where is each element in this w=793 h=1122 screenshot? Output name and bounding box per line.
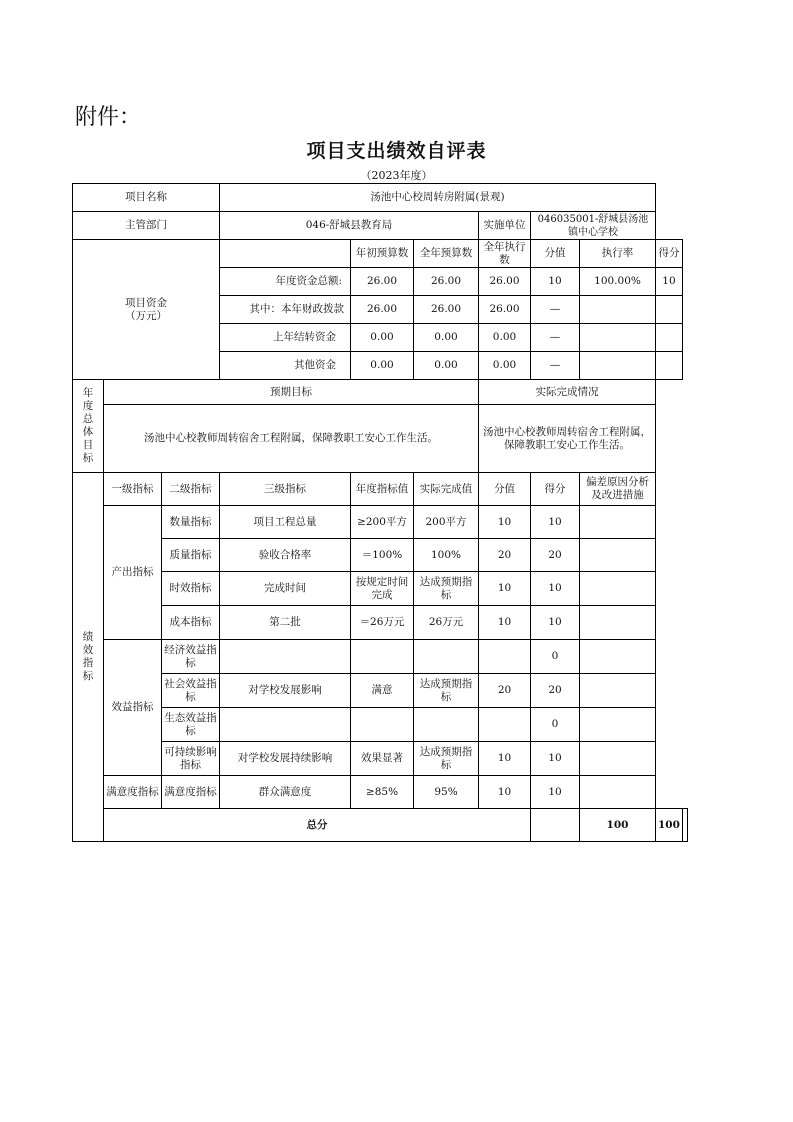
project-name-row: [73, 184, 688, 212]
perf-row: [73, 606, 688, 640]
funds-header-points: 分值: [531, 240, 580, 268]
perf-level2: 经济效益指标: [162, 640, 220, 674]
funds-header-executed: 全年执行数: [479, 240, 531, 268]
total-label: 总分: [104, 809, 531, 842]
total-row: [73, 809, 688, 842]
perf-level3: 对学校发展影响: [220, 674, 351, 708]
perf-target: ≥200平方: [351, 506, 414, 539]
perf-level3: 对学校发展持续影响: [220, 742, 351, 776]
perf-actual: 达成预期指标: [414, 674, 479, 708]
perf-target: [351, 640, 414, 674]
perf-actual: 200平方: [414, 506, 479, 539]
actual-completion-text: 汤池中心校教师周转宿舍工程附属，保障教职工安心工作生活。: [479, 405, 656, 473]
perf-header-level3: 三级指标: [220, 473, 351, 506]
perf-actual: 达成预期指标: [414, 572, 479, 606]
funds-cell: —: [531, 324, 580, 352]
implementer-label: 实施单位: [479, 212, 531, 240]
perf-deviation: [580, 742, 656, 776]
total-execution: [531, 809, 580, 842]
perf-header-row: [73, 473, 688, 506]
perf-level3: 项目工程总量: [220, 506, 351, 539]
expected-target-text: 汤池中心校教师周转宿舍工程附属，保障教职工安心工作生活。: [104, 405, 479, 473]
perf-deviation: [580, 506, 656, 539]
perf-actual: 100%: [414, 539, 479, 572]
perf-target: ＝100%: [351, 539, 414, 572]
perf-group-benefit: 效益指标: [104, 640, 162, 776]
perf-header-level2: 二级指标: [162, 473, 220, 506]
funds-label: 项目资金 （万元）: [73, 240, 220, 380]
perf-actual: 达成预期指标: [414, 742, 479, 776]
perf-header-points: 分值: [479, 473, 531, 506]
funds-header-blank: [220, 240, 351, 268]
perf-header-target: 年度指标值: [351, 473, 414, 506]
perf-header-level1: 一级指标: [104, 473, 162, 506]
perf-deviation: [580, 572, 656, 606]
perf-deviation: [580, 776, 656, 809]
funds-header-annual-budget: 全年预算数: [414, 240, 479, 268]
perf-level2: 成本指标: [162, 606, 220, 640]
objective-header-row: [73, 380, 688, 405]
funds-cell: [656, 324, 683, 352]
funds-cell: 100.00%: [580, 268, 656, 296]
funds-cell: 0.00: [351, 324, 414, 352]
perf-points: 10: [479, 606, 531, 640]
department-label: 主管部门: [73, 212, 220, 240]
perf-deviation: [580, 674, 656, 708]
perf-target: 效果显著: [351, 742, 414, 776]
perf-deviation: [580, 539, 656, 572]
perf-score: 10: [531, 776, 580, 809]
perf-points: 10: [479, 572, 531, 606]
funds-row-name: 其中：本年财政拨款: [220, 296, 351, 324]
perf-target: [351, 708, 414, 742]
funds-row-name: 其他资金: [220, 352, 351, 380]
perf-level2: 可持续影响指标: [162, 742, 220, 776]
funds-row-name: 上年结转资金: [220, 324, 351, 352]
perf-level3: 群众满意度: [220, 776, 351, 809]
perf-deviation: [580, 708, 656, 742]
page-title: 项目支出绩效自评表: [306, 140, 487, 162]
funds-cell: 0.00: [351, 352, 414, 380]
department-row: [73, 212, 688, 240]
perf-level2: 生态效益指标: [162, 708, 220, 742]
perf-header-deviation: 偏差原因分析及改进措施: [580, 473, 656, 506]
perf-level3: 第二批: [220, 606, 351, 640]
perf-level3: [220, 708, 351, 742]
perf-row: [73, 674, 688, 708]
perf-group-output: 产出指标: [104, 506, 162, 640]
perf-score: 10: [531, 606, 580, 640]
perf-score: 0: [531, 640, 580, 674]
funds-cell: 26.00: [351, 296, 414, 324]
perf-actual: [414, 708, 479, 742]
perf-target: ≥85%: [351, 776, 414, 809]
perf-actual: 26万元: [414, 606, 479, 640]
funds-header-score: 得分: [656, 240, 683, 268]
perf-level2: 数量指标: [162, 506, 220, 539]
perf-target: 按规定时间完成: [351, 572, 414, 606]
funds-cell: 10: [531, 268, 580, 296]
department-value: 046-舒城县教育局: [220, 212, 479, 240]
funds-cell: 0.00: [414, 352, 479, 380]
perf-row: [73, 506, 688, 539]
perf-level2: 质量指标: [162, 539, 220, 572]
total-score: 100: [656, 809, 683, 842]
perf-level3: 完成时间: [220, 572, 351, 606]
project-name-value: 汤池中心校周转房附属(景观): [220, 184, 656, 212]
funds-cell: —: [531, 296, 580, 324]
perf-points: 10: [479, 742, 531, 776]
perf-points: [479, 708, 531, 742]
funds-cell: 0.00: [479, 324, 531, 352]
perf-row: [73, 572, 688, 606]
perf-points: 10: [479, 776, 531, 809]
funds-cell: —: [531, 352, 580, 380]
funds-cell: [656, 352, 683, 380]
funds-header-initial-budget: 年初预算数: [351, 240, 414, 268]
perf-level2: 社会效益指标: [162, 674, 220, 708]
funds-cell: 10: [656, 268, 683, 296]
perf-actual: [414, 640, 479, 674]
perf-row: [73, 742, 688, 776]
funds-cell: 26.00: [414, 268, 479, 296]
perf-level2: 时效指标: [162, 572, 220, 606]
total-remark: [682, 809, 687, 842]
perf-level3: [220, 640, 351, 674]
perf-target: 满意: [351, 674, 414, 708]
perf-row: [73, 539, 688, 572]
funds-cell: [656, 296, 683, 324]
perf-points: 20: [479, 539, 531, 572]
perf-score: 10: [531, 742, 580, 776]
funds-header-row: [73, 240, 688, 268]
perf-group-satisfaction: 满意度指标: [104, 776, 162, 809]
funds-row-name: 年度资金总额:: [220, 268, 351, 296]
perf-points: 20: [479, 674, 531, 708]
funds-cell: [580, 352, 656, 380]
perf-header-actual: 实际完成值: [414, 473, 479, 506]
funds-cell: 26.00: [479, 296, 531, 324]
funds-cell: 26.00: [479, 268, 531, 296]
perf-row: [73, 776, 688, 809]
funds-header-rate: 执行率: [580, 240, 656, 268]
perf-score: 10: [531, 572, 580, 606]
expected-target-label: 预期目标: [104, 380, 479, 405]
funds-cell: [580, 296, 656, 324]
perf-points: 10: [479, 506, 531, 539]
objective-content-row: [73, 405, 688, 473]
funds-cell: 26.00: [414, 296, 479, 324]
implementer-value: 046035001-舒城县汤池镇中心学校: [531, 212, 656, 240]
perf-target: ＝26万元: [351, 606, 414, 640]
perf-score: 0: [531, 708, 580, 742]
perf-row: [73, 640, 688, 674]
total-points: 100: [580, 809, 656, 842]
perf-deviation: [580, 640, 656, 674]
funds-cell: 26.00: [351, 268, 414, 296]
perf-actual: 95%: [414, 776, 479, 809]
funds-cell: [580, 324, 656, 352]
perf-level2: 满意度指标: [162, 776, 220, 809]
perf-level3: 验收合格率: [220, 539, 351, 572]
project-name-label: 项目名称: [73, 184, 220, 212]
perf-deviation: [580, 606, 656, 640]
funds-cell: 0.00: [414, 324, 479, 352]
perf-row: [73, 708, 688, 742]
attachment-label: 附件：: [75, 105, 142, 130]
objective-label: 年 度 总 体 目 标: [73, 380, 104, 473]
perf-label: 绩 效 指 标: [73, 473, 104, 842]
year-label: （2023年度）: [360, 169, 433, 182]
actual-completion-label: 实际完成情况: [479, 380, 656, 405]
perf-score: 20: [531, 674, 580, 708]
perf-score: 10: [531, 506, 580, 539]
perf-score: 20: [531, 539, 580, 572]
funds-cell: 0.00: [479, 352, 531, 380]
perf-header-score: 得分: [531, 473, 580, 506]
evaluation-table: [72, 183, 688, 842]
perf-points: [479, 640, 531, 674]
